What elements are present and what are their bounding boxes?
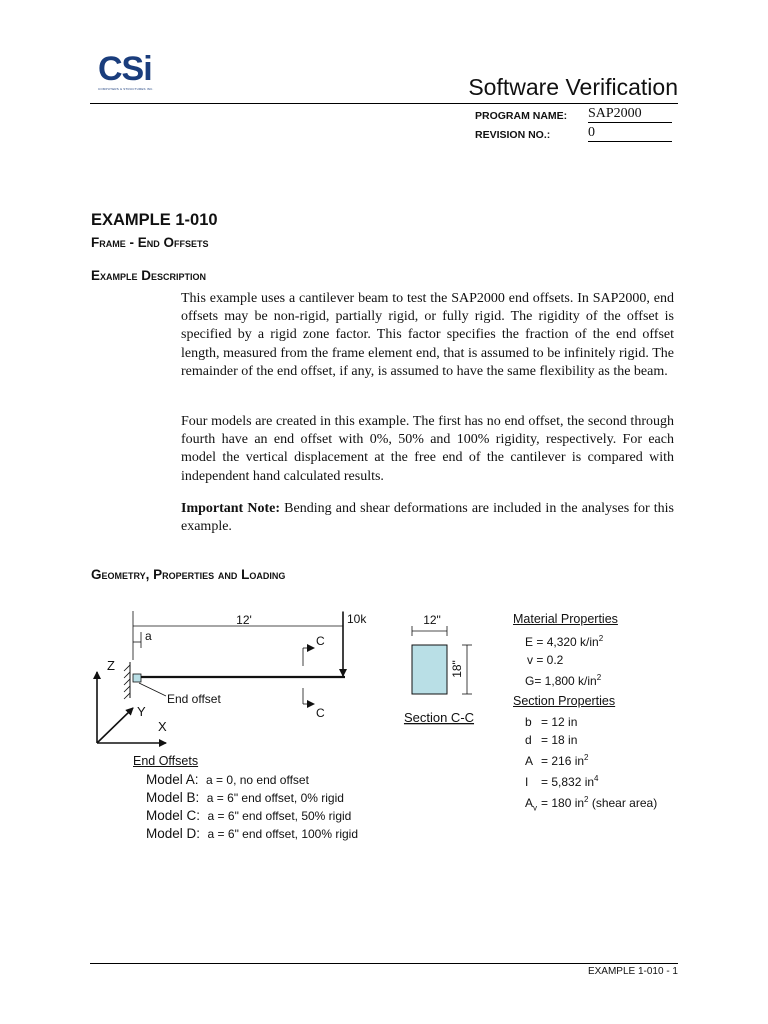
section-props-heading: Section Properties <box>513 694 616 708</box>
prop-a <box>525 749 657 770</box>
footer-rule <box>90 963 678 964</box>
material-e-symbol: E <box>525 635 534 649</box>
model-c-name: Model C: <box>146 808 201 823</box>
model-b-row <box>146 789 358 807</box>
model-b-name: Model B: <box>146 790 200 805</box>
model-d-name: Model D: <box>146 826 201 841</box>
model-d-row <box>146 825 358 843</box>
section-caption: Section C-C <box>403 710 475 725</box>
prop-av-exp: 2 <box>584 795 589 804</box>
prop-av-value: = 180 in <box>541 796 585 810</box>
axis-y-label: Y <box>137 704 146 719</box>
offset-dim-label: a <box>145 629 152 643</box>
prop-a-symbol: A <box>525 754 534 768</box>
prop-b <box>525 713 657 731</box>
geometry-heading: Geometry, Properties and Loading <box>91 567 286 582</box>
material-g-symbol: G <box>525 674 535 688</box>
model-d-desc: a = 6" end offset, 100% rigid <box>207 827 359 841</box>
program-name-value: SAP2000 <box>588 106 672 123</box>
revision-label: REVISION NO.: <box>475 129 551 141</box>
section-rectangle <box>412 645 447 694</box>
example-subtitle: Frame - End Offsets <box>91 235 209 250</box>
note-text: Bending and shear deformations are included in the analyses for this example. <box>181 501 674 535</box>
section-cut-label-top: C <box>316 634 325 648</box>
prop-b-value: = 12 in <box>541 715 578 729</box>
model-b-desc: a = 6" end offset, 0% rigid <box>206 791 344 805</box>
model-c-row <box>146 807 358 825</box>
logo-subtext: COMPUTERS & STRUCTURES INC. <box>98 87 154 91</box>
model-a-name: Model A: <box>146 772 199 787</box>
page-footer: EXAMPLE 1-010 - 1 <box>587 966 678 977</box>
material-g-value: = 1,800 k/in <box>534 674 597 688</box>
prop-av-note: (shear area) <box>588 796 658 810</box>
model-a-row <box>146 771 358 789</box>
material-list <box>525 630 603 690</box>
section-cut-label-bottom: C <box>316 706 325 720</box>
material-e-value: = 4,320 k/in <box>533 635 599 649</box>
description-heading: Example Description <box>91 268 207 283</box>
logo-text: CSi <box>98 50 152 88</box>
material-e <box>525 630 603 651</box>
end-offset-block <box>133 674 141 682</box>
end-offset-label: End offset <box>167 692 221 706</box>
prop-av-symbol: A <box>525 796 534 810</box>
prop-a-value: = 216 in <box>541 754 585 768</box>
example-title: EXAMPLE 1-010 <box>91 211 218 229</box>
section-depth-label: 18" <box>450 660 464 678</box>
prop-i-value: = 5,832 in <box>541 775 595 789</box>
load-label: 10k <box>347 612 367 626</box>
prop-d-value: = 18 in <box>541 733 578 747</box>
prop-d-symbol: d <box>525 733 532 747</box>
prop-av <box>525 791 657 817</box>
prop-i-exp: 4 <box>594 774 599 783</box>
section-props-list <box>525 713 657 817</box>
document-title: Software Verification <box>468 74 678 100</box>
prop-d <box>525 731 657 749</box>
prop-av-subscript: v <box>533 803 538 813</box>
description-paragraph-2: Four models are created in this example. The first has no end offset, the second through fourth have an end offset with 0%, 50% and 100% rigidity, respectively. For each model the vertical displacement at the free end of the cantilever is compared with independent hand calculated results. <box>181 414 674 484</box>
section-width-label: 12" <box>423 613 441 627</box>
material-v <box>527 651 603 669</box>
prop-i-symbol: I <box>525 775 529 789</box>
prop-b-symbol: b <box>525 715 532 729</box>
model-list <box>146 771 358 843</box>
prop-i <box>525 770 657 791</box>
material-heading: Material Properties <box>513 612 618 626</box>
revision-value: 0 <box>588 125 672 142</box>
model-c-desc: a = 6" end offset, 50% rigid <box>207 809 352 823</box>
material-e-exp: 2 <box>598 634 604 643</box>
material-v-symbol: v <box>527 653 533 667</box>
prop-a-exp: 2 <box>584 753 589 762</box>
material-g <box>525 669 603 690</box>
model-a-desc: a = 0, no end offset <box>206 773 309 787</box>
material-v-value: = 0.2 <box>533 653 564 667</box>
description-paragraph-1: This example uses a cantilever beam to test the SAP2000 end offsets. In SAP2000, end offsets may be non-rigid, partially rigid, or fully rigid. The rigidity of the offset is specified by a rigid zone factor. This factor specifies the fraction of the end offset length, measured from the frame element end, that is assumed to be infinitely rigid. The remainder of the end offset, if any, is assumed to have the same flexibility as the beam. <box>181 291 674 379</box>
axis-z-label: Z <box>107 658 115 673</box>
note-label: Important Note: <box>181 501 281 516</box>
end-offset-leader <box>139 683 166 696</box>
span-label: 12' <box>236 613 252 627</box>
material-g-exp: 2 <box>596 673 602 682</box>
y-axis-arrow <box>97 708 133 743</box>
end-offsets-heading: End Offsets <box>133 754 199 768</box>
program-name-label: PROGRAM NAME: <box>475 110 568 122</box>
wall-hatch <box>124 665 130 699</box>
axis-x-label: X <box>158 719 167 734</box>
